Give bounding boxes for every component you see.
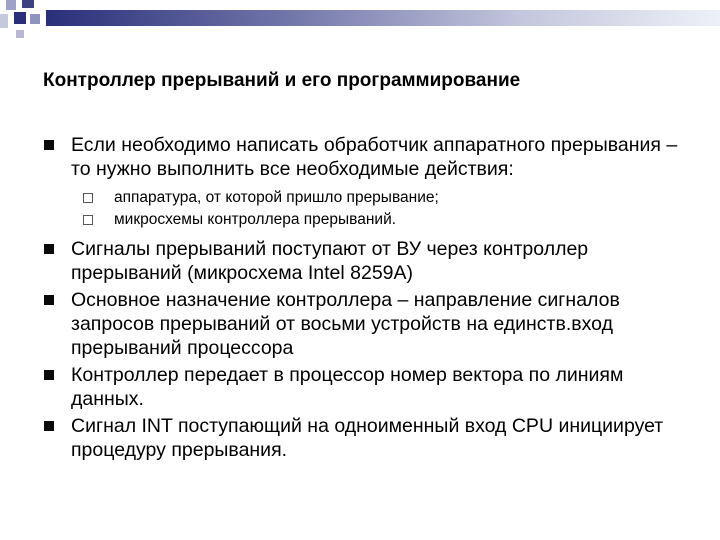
list-item <box>44 237 694 285</box>
sub-list-item <box>44 187 694 209</box>
deco-square <box>30 14 40 24</box>
list-item <box>44 288 694 360</box>
list-item-text: Сигнал INT поступающий на одноименный вход CPU инициирует процедуру прерывания. <box>71 415 664 461</box>
list-item <box>44 363 694 411</box>
square-bullet-icon <box>44 295 54 305</box>
bullet-list <box>44 133 694 465</box>
checkbox-bullet-icon <box>83 215 93 225</box>
sub-list-item-text: аппаратура, от которой пришло прерывание; <box>114 189 439 206</box>
square-bullet-icon <box>44 244 54 254</box>
checkbox-bullet-icon <box>83 193 93 203</box>
deco-square <box>14 12 26 24</box>
list-item-text: Основное назначение контроллера – направление сигналов запросов прерываний от восьми устройств на единств.вход прерываний процессора <box>71 289 620 359</box>
list-item-text: Контроллер передает в процессор номер вектора по линиям данных. <box>71 364 624 410</box>
deco-square <box>16 30 24 38</box>
sub-list-item <box>44 209 694 231</box>
square-bullet-icon <box>44 421 54 431</box>
header-gradient-bar <box>46 10 720 26</box>
sub-list-item-text: микросхемы контроллера прерываний. <box>114 211 397 228</box>
list-item <box>44 133 694 181</box>
deco-square <box>6 0 16 10</box>
deco-square <box>0 14 8 28</box>
sub-list <box>44 187 694 231</box>
square-bullet-icon <box>44 370 54 380</box>
deco-square <box>22 0 34 8</box>
list-item-text: Сигналы прерываний поступают от ВУ через контроллер прерываний (микросхема Intel 8259A) <box>71 238 589 284</box>
slide-title: Контроллер прерываний и его программирование <box>43 70 521 91</box>
header-decoration <box>0 0 720 40</box>
list-item-text: Если необходимо написать обработчик аппаратного прерывания – то нужно выполнить все необходимые действия: <box>71 134 678 180</box>
list-item <box>44 414 694 462</box>
square-bullet-icon <box>44 140 54 150</box>
